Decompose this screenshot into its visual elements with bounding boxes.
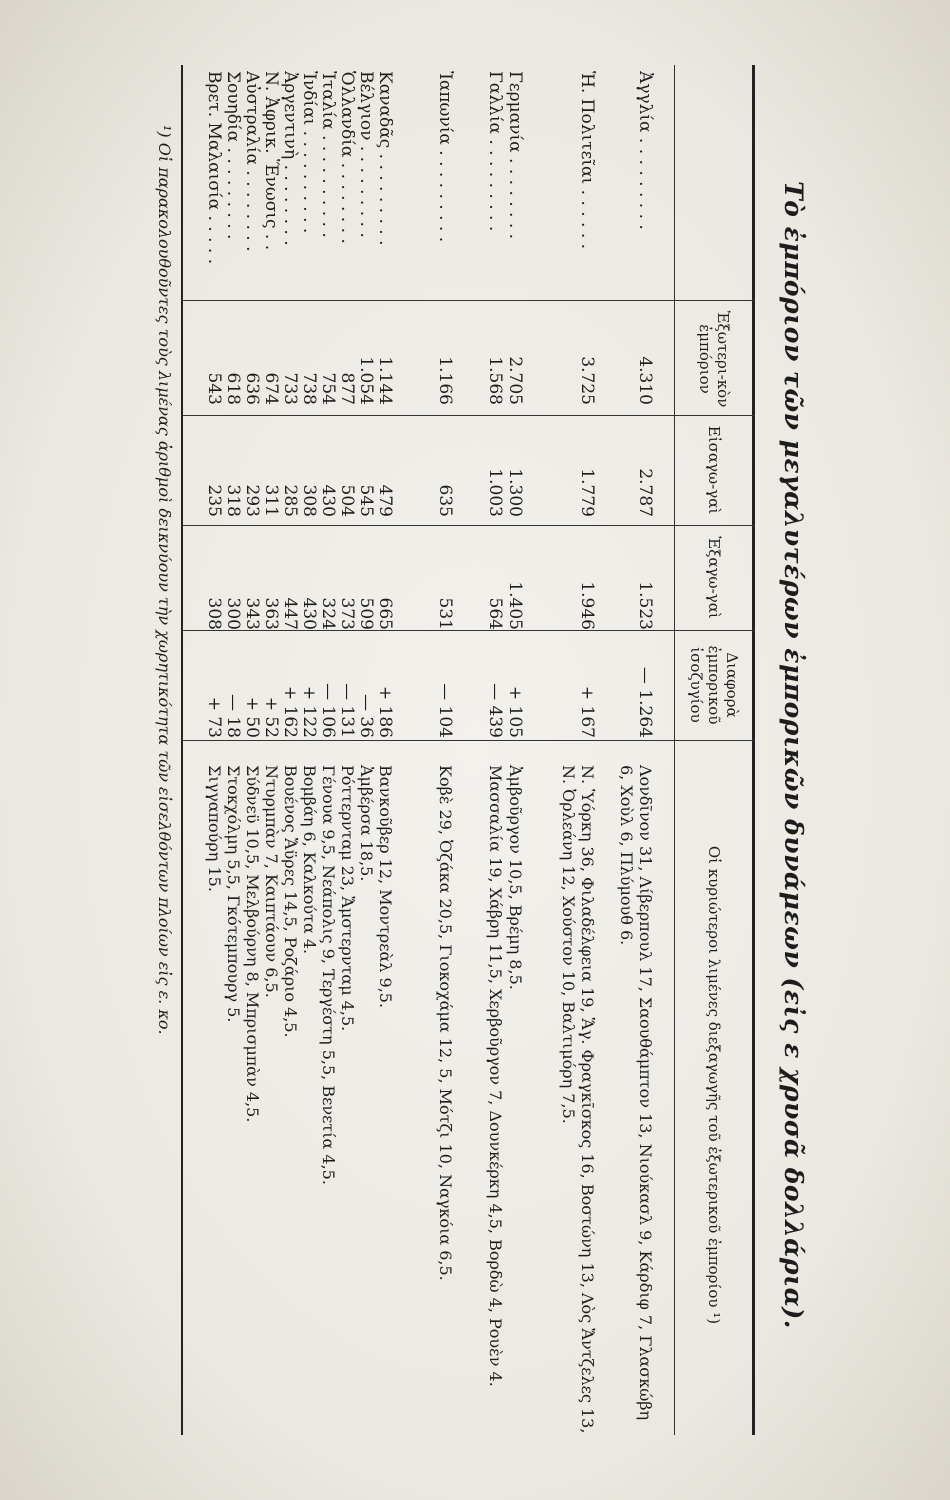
country-cell: Ν. Ἀφρικ. Ἕνωσις . . bbox=[261, 71, 281, 251]
external-cell: 754 bbox=[318, 372, 338, 405]
column-divider bbox=[183, 300, 755, 301]
rotated-table-sheet bbox=[135, 45, 815, 1455]
ports-cell: Μασσαλία 19, Χάβρη 11,5, Χερβοῦργον 7, Δουνκέρκη 4,5, Βορδὼ 4, Ρουὲν 4. bbox=[486, 765, 505, 1387]
ports-cell: Γένουα 9,5, Νεάπολις 9, Τεργέστη 5,5, Βενετία 4,5. bbox=[319, 765, 338, 1185]
ports-cell: Ρόττερνταμ 23, Ἄμστερνταμ 4,5. bbox=[338, 765, 357, 1032]
ports-cell: Ἀμβέρσα 18,5. bbox=[357, 765, 376, 882]
imports-cell: 285 bbox=[280, 484, 300, 517]
ports-cell: Στοκχόλμη 5,5, Γκότεμπουργ 5. bbox=[224, 765, 243, 1023]
imports-cell: 1.003 bbox=[485, 468, 505, 517]
balance-cell: — 106 bbox=[318, 683, 338, 738]
exports-cell: 324 bbox=[318, 597, 338, 630]
external-cell: 3.725 bbox=[577, 356, 597, 405]
balance-cell: + 50 bbox=[242, 696, 262, 738]
external-cell: 738 bbox=[299, 372, 319, 405]
ports-cell: Κοβὲ 29, Ὀζάκα 20,5, Γιοκοχάμα 12, 5, Μότζι 10, Ναγκόια 6,5. bbox=[436, 765, 455, 1281]
column-divider bbox=[183, 415, 755, 416]
exports-cell: 1.946 bbox=[577, 581, 597, 630]
imports-cell: 311 bbox=[261, 484, 281, 517]
imports-cell: 504 bbox=[337, 484, 357, 517]
header-imports: Εἰσαγω-γαὶ bbox=[705, 425, 723, 515]
imports-cell: 635 bbox=[435, 484, 455, 517]
balance-cell: — 104 bbox=[435, 683, 455, 738]
balance-cell: — 131 bbox=[337, 683, 357, 738]
external-cell: 543 bbox=[204, 372, 224, 405]
country-cell: Ἰνδίαι . . . . . . . . . . bbox=[299, 71, 319, 234]
imports-cell: 308 bbox=[299, 484, 319, 517]
exports-cell: 343 bbox=[242, 597, 262, 630]
exports-cell: 430 bbox=[299, 597, 319, 630]
exports-cell: 665 bbox=[375, 597, 395, 630]
header-external-trade: Ἐξωτερι-κὸν ἐμπόριον bbox=[696, 310, 732, 408]
country-cell: Γερμανία . . . . . . . . bbox=[505, 71, 525, 240]
ports-cell: Ντυρμπὰν 7, Καιπτάουν 6,5. bbox=[262, 765, 281, 998]
country-cell: Βρετ. Μαλαισία . . . . . bbox=[204, 71, 224, 265]
imports-cell: 545 bbox=[356, 484, 376, 517]
balance-cell: + 167 bbox=[577, 685, 597, 738]
exports-cell: 363 bbox=[261, 597, 281, 630]
country-cell: Βέλγιον . . . . . . . . . bbox=[356, 71, 376, 238]
external-cell: 1.166 bbox=[435, 356, 455, 405]
exports-cell: 564 bbox=[485, 597, 505, 630]
external-cell: 1.568 bbox=[485, 356, 505, 405]
country-cell: Ἀγγλία . . . . . . . . . bbox=[635, 71, 655, 230]
country-cell: Αὐστραλία . . . . . . . . bbox=[242, 71, 262, 252]
ports-cell: Βανκοῦβερ 12, Μοντρεὰλ 9,5. bbox=[376, 765, 395, 1009]
country-cell: Ἰαπωνία . . . . . . . . . bbox=[435, 71, 455, 243]
ports-cell: Λονδῖνον 31, Λίβερπουλ 17, Σαουθάμπτον 13, Νιούκασλ 9, Κάρδιφ 7, Γλασκώβη 6, Χοὺλ 6, Πλύμουθ 6. bbox=[617, 765, 655, 1421]
exports-cell: 308 bbox=[204, 597, 224, 630]
exports-cell: 1.523 bbox=[635, 581, 655, 630]
country-cell: Ὁλλανδία . . . . . . . . bbox=[337, 71, 357, 244]
external-cell: 733 bbox=[280, 372, 300, 405]
external-cell: 618 bbox=[223, 372, 243, 405]
ports-cell: Ν. Ὑόρκη 36, Φιλαδέλφεια 19, Ἅγ. Φραγκῖσκος 16, Βοστώνη 13, Λὸς Ἄντζελες 13, Ν. Ὀρλεάνη 12, Χούστον 10, Βαλτιμόρη 7,5. bbox=[559, 765, 597, 1434]
ports-cell: Σιγγαπούρη 15. bbox=[205, 765, 224, 892]
external-cell: 2.705 bbox=[505, 356, 525, 405]
balance-cell: + 105 bbox=[505, 685, 525, 738]
country-cell: Σουηδία . . . . . . . . . bbox=[223, 71, 243, 240]
imports-cell: 1.300 bbox=[505, 468, 525, 517]
external-cell: 636 bbox=[242, 372, 262, 405]
balance-cell: + 52 bbox=[261, 696, 281, 738]
exports-cell: 300 bbox=[223, 597, 243, 630]
external-cell: 1.054 bbox=[356, 356, 376, 405]
country-cell: Καναδᾶς . . . . . . . . . bbox=[375, 71, 395, 246]
ports-cell: Βομβάη 6, Καλκούτα 4. bbox=[300, 765, 319, 955]
column-divider bbox=[183, 525, 755, 526]
header-balance: Διαφορὰ ἐμπορικοῦ ἰσοζυγίου bbox=[687, 645, 741, 725]
table-bottom-rule bbox=[181, 65, 183, 1435]
footnote: ¹) Οἱ παρακολουθοῦντες τοὺς λιμένας ἀριθμοὶ δεικνύουν τὴν χωρητικότητα τῶν εἰσελθόντων πλοίων εἰς ε. κο. bbox=[155, 125, 174, 1035]
balance-cell: + 162 bbox=[280, 685, 300, 738]
ports-cell: Σύδνεϋ 10,5, Μελβούρνη 8, Μπρισμπὰν 4,5. bbox=[243, 765, 262, 1123]
ports-cell: Ἀμβοῦργον 10,5, Βρέμη 8,5. bbox=[506, 765, 525, 990]
country-cell: Γαλλία . . . . . . . . . bbox=[485, 71, 505, 232]
column-divider bbox=[183, 740, 755, 741]
exports-cell: 531 bbox=[435, 597, 455, 630]
balance-cell: + 122 bbox=[299, 685, 319, 738]
header-ports: Οἱ κυριώτεροι λιμένες διεξαγωγῆς τοῦ ἐξωτερικοῦ ἐμπορίου ¹) bbox=[705, 845, 723, 1325]
ports-cell: Βουένος Ἄϋρες 14,5, Ροζάριο 4,5. bbox=[281, 765, 300, 1038]
balance-cell: — 1.264 bbox=[635, 666, 655, 738]
column-divider bbox=[183, 630, 755, 631]
balance-cell: — 439 bbox=[485, 683, 505, 738]
external-cell: 674 bbox=[261, 372, 281, 405]
page-title: Τὸ ἐμπόριον τῶν μεγαλυτέρων ἐμπορικῶν δυνάμεων (εἰς ε χρυσᾶ δολλάρια). bbox=[779, 181, 808, 1329]
balance-cell: + 73 bbox=[204, 696, 224, 738]
imports-cell: 430 bbox=[318, 484, 338, 517]
external-cell: 877 bbox=[337, 372, 357, 405]
imports-cell: 2.787 bbox=[635, 468, 655, 517]
balance-cell: — 18 bbox=[223, 693, 243, 738]
exports-cell: 1.405 bbox=[505, 581, 525, 630]
external-cell: 1.144 bbox=[375, 356, 395, 405]
balance-cell: — 36 bbox=[356, 693, 376, 738]
table-top-rule bbox=[752, 65, 755, 1435]
imports-cell: 479 bbox=[375, 484, 395, 517]
country-cell: Ἡ. Πολιτεῖαι . . . . . . bbox=[577, 71, 597, 250]
header-exports: Ἐξαγω-γαὶ bbox=[705, 536, 723, 619]
exports-cell: 509 bbox=[356, 597, 376, 630]
exports-cell: 447 bbox=[280, 597, 300, 630]
imports-cell: 1.779 bbox=[577, 468, 597, 517]
imports-cell: 293 bbox=[242, 484, 262, 517]
country-cell: Ἰταλία . . . . . . . . . . bbox=[318, 71, 338, 238]
external-cell: 4.310 bbox=[635, 356, 655, 405]
imports-cell: 318 bbox=[223, 484, 243, 517]
table-header-rule bbox=[674, 65, 675, 1435]
imports-cell: 235 bbox=[204, 484, 224, 517]
country-cell: Ἀργεντινὴ . . . . . . . . bbox=[280, 71, 300, 246]
balance-cell: + 186 bbox=[375, 685, 395, 738]
exports-cell: 373 bbox=[337, 597, 357, 630]
